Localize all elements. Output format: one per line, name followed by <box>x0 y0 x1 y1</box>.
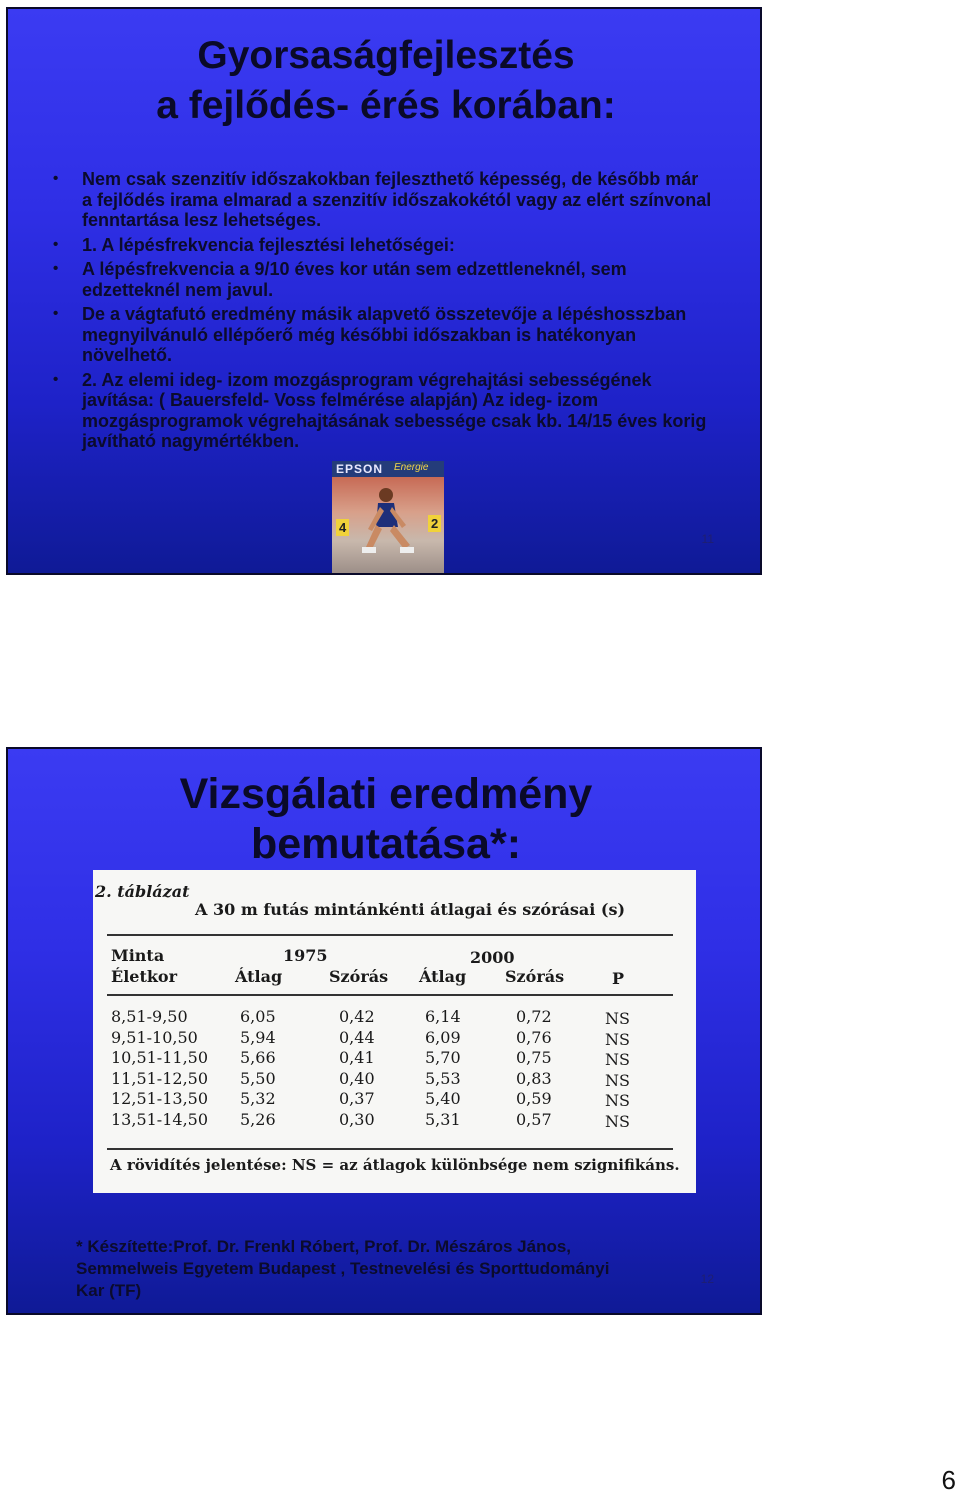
bullet-icon: • <box>53 235 59 253</box>
cell-age: 13,51-14,50 <box>111 1110 209 1129</box>
table-divider <box>107 934 673 936</box>
cell-p: NS <box>605 1009 630 1028</box>
cell-sd-2000: 0,75 <box>516 1048 552 1067</box>
title-line-2: bemutatása*: <box>250 820 522 868</box>
bullet-item <box>53 235 713 256</box>
photo-banner-text-2: Energie <box>394 462 429 473</box>
cell-sd-2000: 0,72 <box>516 1007 552 1026</box>
cell-mean-1975: 5,32 <box>240 1089 276 1108</box>
cell-sd-1975: 0,44 <box>339 1028 375 1047</box>
cell-sd-1975: 0,37 <box>339 1089 375 1108</box>
col-year-1975: 1975 <box>283 946 328 965</box>
cell-mean-2000: 6,14 <box>425 1007 461 1026</box>
footnote-line: * Készítette:Prof. Dr. Frenkl Róbert, Prof. Dr. Mészáros János, <box>76 1237 572 1256</box>
slide-11 <box>6 7 762 575</box>
table-heading: A 30 m futás mintánkénti átlagai és szórásai (s) <box>195 900 626 919</box>
col-eletkor: Életkor <box>111 967 178 986</box>
page-number: 6 <box>941 1465 956 1495</box>
footnote-line: Kar (TF) <box>76 1281 142 1300</box>
footnote <box>76 1236 716 1302</box>
sprinter-photo <box>332 461 444 575</box>
col-minta: Minta <box>111 946 165 965</box>
col-szoras-2000: Szórás <box>505 967 565 986</box>
col-year-2000: 2000 <box>470 948 515 967</box>
cell-mean-2000: 5,70 <box>425 1048 461 1067</box>
bullet-item <box>53 304 713 366</box>
results-table-image <box>93 870 696 1193</box>
title-line-1: Vizsgálati eredmény <box>179 770 593 818</box>
bullet-item <box>53 370 713 452</box>
lane-number-left: 4 <box>336 519 349 536</box>
bullet-item <box>53 169 713 231</box>
cell-mean-1975: 5,26 <box>240 1110 276 1129</box>
cell-sd-1975: 0,30 <box>339 1110 375 1129</box>
col-atlag-2000: Átlag <box>419 967 467 986</box>
bullet-text: 2. Az elemi ideg- izom mozgásprogram végrehajtási sebességének javítása: ( Bauersfeld- Voss felmérése alapján) Az ideg- izom mozgásprogramok végrehajtásának sebessége csak kb. 14/15 éves korig javítható nagymértékben. <box>82 369 707 451</box>
cell-mean-2000: 6,09 <box>425 1028 461 1047</box>
bullet-icon: • <box>53 260 59 277</box>
cell-mean-1975: 6,05 <box>240 1007 276 1026</box>
cell-mean-2000: 5,53 <box>425 1069 461 1088</box>
cell-sd-1975: 0,41 <box>339 1048 375 1067</box>
col-p: P <box>612 969 625 988</box>
slide-title <box>8 31 762 131</box>
cell-age: 9,51-10,50 <box>111 1028 198 1047</box>
cell-sd-1975: 0,42 <box>339 1007 375 1026</box>
cell-sd-1975: 0,40 <box>339 1069 375 1088</box>
bullet-item <box>53 259 713 300</box>
bullet-text: 1. A lépésfrekvencia fejlesztési lehetőségei: <box>82 234 455 255</box>
lane-number-right: 2 <box>428 515 441 532</box>
bullet-text: De a vágtafutó eredmény másik alapvető összetevője a lépéshosszban megnyilvánuló ellépőerő még későbbi időszakban is hatékonyan növelhető. <box>82 304 687 365</box>
cell-age: 12,51-13,50 <box>111 1089 209 1108</box>
cell-age: 10,51-11,50 <box>111 1048 209 1067</box>
cell-p: NS <box>605 1050 630 1069</box>
cell-mean-2000: 5,40 <box>425 1089 461 1108</box>
footnote-line: Semmelweis Egyetem Budapest , Testnevelési és Sporttudományi <box>76 1259 610 1278</box>
cell-p: NS <box>605 1091 630 1110</box>
cell-p: NS <box>605 1071 630 1090</box>
cell-sd-2000: 0,76 <box>516 1028 552 1047</box>
cell-mean-2000: 5,31 <box>425 1110 461 1129</box>
cell-p: NS <box>605 1030 630 1049</box>
bullet-list <box>53 169 713 456</box>
cell-sd-2000: 0,57 <box>516 1110 552 1129</box>
cell-mean-1975: 5,94 <box>240 1028 276 1047</box>
bullet-icon: • <box>53 170 59 187</box>
table-label: 2. táblázat <box>95 882 190 901</box>
table-footer: A rövidítés jelentése: NS = az átlagok különbsége nem szignifikáns. <box>110 1156 680 1174</box>
athlete-figure <box>358 485 416 563</box>
cell-sd-2000: 0,59 <box>516 1089 552 1108</box>
photo-banner-text: EPSON <box>336 462 384 476</box>
cell-mean-1975: 5,50 <box>240 1069 276 1088</box>
col-atlag-1975: Átlag <box>235 967 283 986</box>
slide-12 <box>6 747 762 1315</box>
slide-number: 11 <box>701 532 714 546</box>
bullet-text: A lépésfrekvencia a 9/10 éves kor után sem edzettleneknél, sem edzetteknél nem javul. <box>82 259 627 300</box>
slide-number: 12 <box>700 1272 714 1286</box>
bullet-icon: • <box>53 305 59 322</box>
cell-mean-1975: 5,66 <box>240 1048 276 1067</box>
cell-sd-2000: 0,83 <box>516 1069 552 1088</box>
table-divider <box>107 994 673 996</box>
bullet-text: Nem csak szenzitív időszakokban fejleszthető képesség, de később már a fejlődés irama elmarad a szenzitív időszakokétól vagy az elért színvonal fenntartása lesz lehetséges. <box>82 169 712 230</box>
slide-title <box>8 769 762 869</box>
cell-age: 11,51-12,50 <box>111 1069 209 1088</box>
bullet-icon: • <box>53 370 59 388</box>
table-divider <box>107 1148 673 1150</box>
title-line-1: Gyorsaságfejlesztés <box>197 34 575 77</box>
cell-age: 8,51-9,50 <box>111 1007 188 1026</box>
title-line-2: a fejlődés- érés korában: <box>156 84 616 127</box>
col-szoras-1975: Szórás <box>329 967 389 986</box>
cell-p: NS <box>605 1112 630 1131</box>
